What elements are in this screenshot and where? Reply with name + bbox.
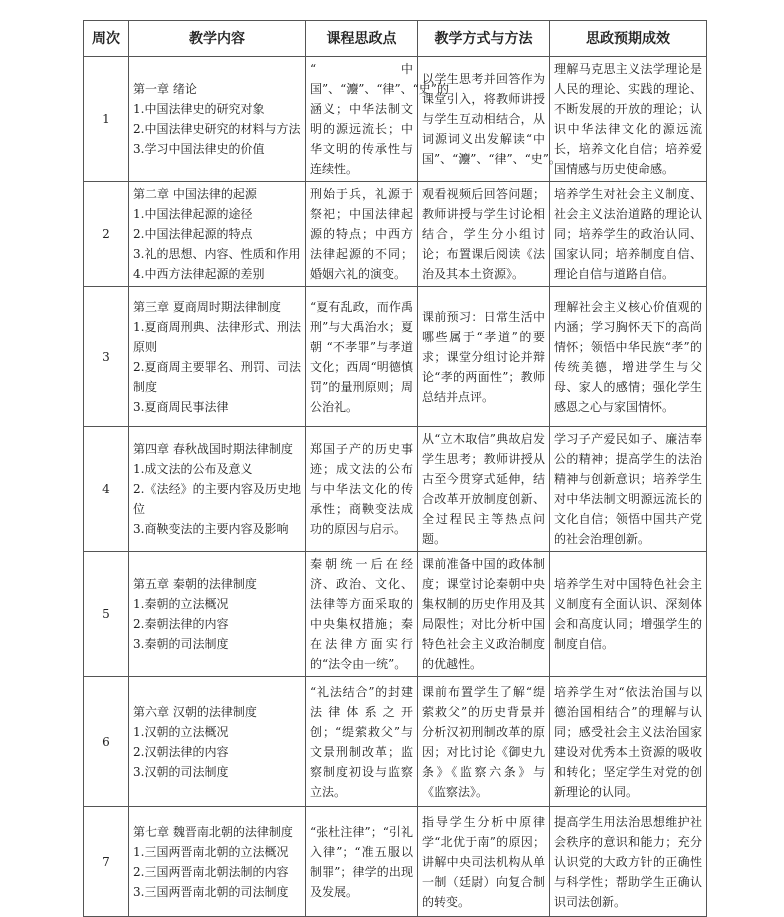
methods-cell: 指导学生分析中原律学“北优于南”的原因；讲解中央司法机构从单一制（廷尉）向复合制的转变。 [418,807,550,917]
table-row [84,427,707,552]
outcomes-cell: 培养学生对“依法治国与以德治国相结合”的理解与认同；感受社会主义法治国家建设对优秀本土资源的吸收和转化；坚定学生对党的创新理论的认同。 [550,677,707,807]
content-line: 3.汉朝的司法制度 [133,764,229,779]
table-row [84,287,707,427]
content-line: 1.中国法律起源的途径 [133,207,253,221]
header-methods: 教学方式与方法 [418,21,550,57]
outcomes-cell: 培养学生对中国特色社会主义制度有全面认识、深刻体会和高度认同；增强学生的制度自信。 [550,552,707,677]
content-line: 第六章 汉朝的法律制度 [133,704,257,719]
content-line: 2.三国两晋南北朝法制的内容 [133,864,289,879]
content-line: 3.秦朝的司法制度 [133,637,229,651]
table-row [84,182,707,287]
header-content: 教学内容 [129,21,306,57]
content-line: 1.秦朝的立法概况 [133,597,229,611]
week-cell: 1 [84,57,129,182]
points-cell: 刑始于兵，礼源于祭祀；中国法律起源的特点；中西方法律起源的不同；婚姻六礼的演变。 [306,182,418,287]
outcomes-cell: 培养学生对社会主义制度、社会主义法治道路的理论认同；培养学生的政治认同、国家认同；培养制度自信、理论自信与道路自信。 [550,182,707,287]
content-line: 1.成文法的公布及意义 [133,462,253,476]
content-line: 3.商鞅变法的主要内容及影响 [133,522,289,536]
points-cell: “张杜注律”；“引礼入律”；“准五服以制罪”；律学的出现及发展。 [306,807,418,917]
week-cell: 6 [84,677,129,807]
table-row [84,807,707,917]
outcomes-cell: 学习子产爱民如子、廉洁奉公的精神；提高学生的法治精神与创新意识；培养学生对中华法制文明源远流长的文化自信；领悟中国共产党的社会治理创新。 [550,427,707,552]
header-points: 课程思政点 [306,21,418,57]
content-line: 2.中国法律史研究的材料与方法 [133,122,301,136]
outcomes-cell: 理解社会主义核心价值观的内涵；学习胸怀天下的高尚情怀；领悟中华民族“孝”的传统美德，增进学生与父母、家人的感情；强化学生感恩之心与家国情怀。 [550,287,707,427]
week-cell: 7 [84,807,129,917]
content-line: 第一章 绪论 [133,82,197,96]
methods-cell: 课前预习：日常生活中哪些属于“孝道”的要求；课堂分组讨论并辩论“孝的两面性”；教师总结并点评。 [418,287,550,427]
course-ideology-table [83,20,707,917]
header-week: 周次 [84,21,129,57]
content-line: 2.汉朝法律的内容 [133,744,229,759]
content-line: 1.夏商周刑典、法律形式、刑法原则 [133,319,301,354]
content-line: 第五章 秦朝的法律制度 [133,577,257,591]
week-cell: 5 [84,552,129,677]
content-line: 第四章 春秋战国时期法律制度 [133,442,293,456]
methods-cell: 课前准备中国的政体制度；课堂讨论秦朝中央集权制的历史作用及其局限性；对比分析中国特色社会主义政治制度的优越性。 [418,552,550,677]
content-cell [129,287,306,427]
content-line: 3.礼的思想、内容、性质和作用 [133,247,301,261]
content-cell [129,182,306,287]
table-row [84,57,707,182]
content-line: 1.汉朝的立法概况 [133,724,229,739]
content-line: 1.中国法律史的研究对象 [133,102,265,116]
content-line: 1.三国两晋南北朝的立法概况 [133,844,289,859]
content-cell [129,677,306,807]
week-cell: 3 [84,287,129,427]
table-row [84,552,707,677]
points-cell: 秦朝统一后在经济、政治、文化、法律等方面采取的中央集权措施；秦在法律方面实行的“法令由一统”。 [306,552,418,677]
content-line: 3.三国两晋南北朝的司法制度 [133,884,289,899]
content-line: 第七章 魏晋南北朝的法律制度 [133,824,293,839]
content-line: 第三章 夏商周时期法律制度 [133,299,281,314]
week-cell: 2 [84,182,129,287]
content-cell [129,427,306,552]
content-line: 2.夏商周主要罪名、刑罚、司法制度 [133,359,301,394]
content-line: 3.夏商周民事法律 [133,399,229,414]
content-line: 第二章 中国法律的起源 [133,187,257,201]
points-cell: “夏有乱政，而作禹刑”与大禹治水；夏朝 “不孝罪”与孝道文化；西周“明德慎罚”的量刑原则；周公治礼。 [306,287,418,427]
header-row [84,21,707,57]
methods-cell: 观看视频后回答问题；教师讲授与学生讨论相结合，学生分小组讨论；布置课后阅读《法治及其本土资源》。 [418,182,550,287]
content-line: 2.《法经》的主要内容及历史地位 [133,482,301,516]
methods-cell: 从“立木取信”典故启发学生思考；教师讲授从古至今贯穿式延伸，结合改革开放制度创新、全过程民主等热点问题。 [418,427,550,552]
content-cell [129,57,306,182]
content-line: 3.学习中国法律史的价值 [133,142,265,156]
content-cell [129,807,306,917]
content-line: 4.中西方法律起源的差别 [133,267,265,281]
week-cell: 4 [84,427,129,552]
content-cell [129,552,306,677]
outcomes-cell: 理解马克思主义法学理论是人民的理论、实践的理论、不断发展的开放的理论；认识中华法律文化的源远流长，培养文化自信；培养爱国情感与历史使命感。 [550,57,707,182]
points-cell: 郑国子产的历史事迹；成文法的公布与中华法文化的传承性；商鞅变法成功的原因与启示。 [306,427,418,552]
points-cell: “礼法结合”的封建法律体系之开创；“缇萦救父”与文景刑制改革；监察制度初设与监察立法。 [306,677,418,807]
header-outcomes: 思政预期成效 [550,21,707,57]
points-cell: “中国”、“灋”、“律”、“史”的涵义；中华法制文明的源远流长；中华文明的传承性与连续性。 [306,57,418,182]
content-line: 2.中国法律起源的特点 [133,227,253,241]
outcomes-cell: 提高学生用法治思想维护社会秩序的意识和能力；充分认识党的大政方针的正确性与科学性；帮助学生正确认识司法创新。 [550,807,707,917]
methods-cell: 以学生思考并回答作为课堂引入，将教师讲授与学生互动相结合，从词源词义出发解读“中国”、“灋”、“律”、“史”。 [418,57,550,182]
methods-cell: 课前布置学生了解“缇萦救父”的历史背景并分析汉初刑制改革的原因；对比讨论《御史九条》《监察六条》与《监察法》。 [418,677,550,807]
table-row [84,677,707,807]
content-line: 2.秦朝法律的内容 [133,617,229,631]
